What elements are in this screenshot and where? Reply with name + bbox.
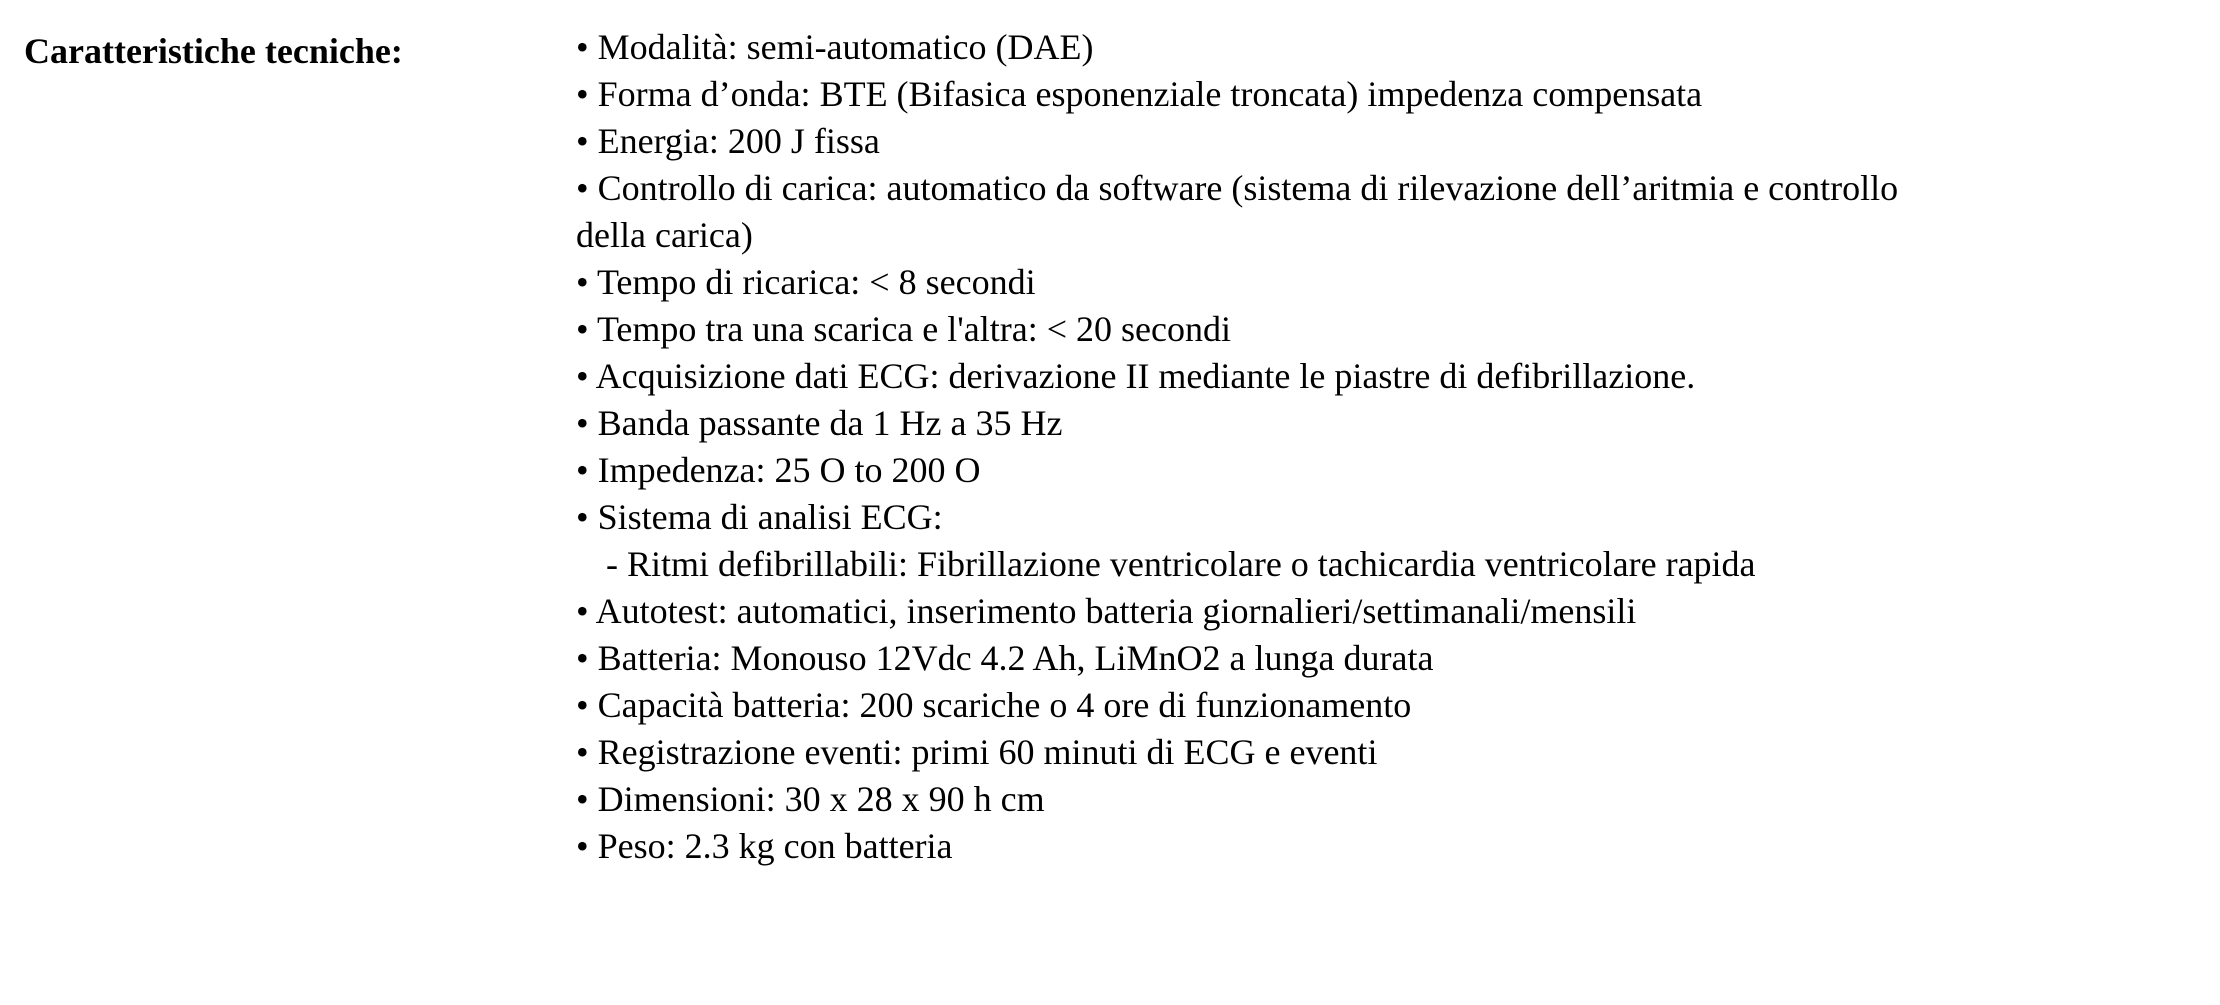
spec-item-tempo-scariche: • Tempo tra una scarica e l'altra: < 20 secondi xyxy=(576,309,1231,349)
spec-item-dimensioni: • Dimensioni: 30 x 28 x 90 h cm xyxy=(576,779,1045,819)
spec-item-controllo-carica: • Controllo di carica: automatico da software (sistema di rilevazione dell’aritmia e controllo xyxy=(576,168,1899,208)
spec-item-forma-onda: • Forma d’onda: BTE (Bifasica esponenziale troncata) impedenza compensata xyxy=(576,74,1703,114)
spec-item-banda-passante: • Banda passante da 1 Hz a 35 Hz xyxy=(576,403,1063,443)
spec-item-peso: • Peso: 2.3 kg con batteria xyxy=(576,826,953,866)
spec-item-batteria: • Batteria: Monouso 12Vdc 4.2 Ah, LiMnO2 a lunga durata xyxy=(576,638,1434,678)
spec-item-tempo-ricarica: • Tempo di ricarica: < 8 secondi xyxy=(576,262,1036,302)
spec-item-registrazione-eventi: • Registrazione eventi: primi 60 minuti di ECG e eventi xyxy=(576,732,1378,772)
section-label: Caratteristiche tecniche: xyxy=(24,31,403,71)
spec-item-energia: • Energia: 200 J fissa xyxy=(576,121,880,161)
spec-subitem-ritmi-defibrillabili: - Ritmi defibrillabili: Fibrillazione ventricolare o tachicardia ventricolare rapida xyxy=(606,544,1756,584)
spec-item-impedenza: • Impedenza: 25 O to 200 O xyxy=(576,450,981,490)
spec-item-acquisizione-ecg: • Acquisizione dati ECG: derivazione II mediante le piastre di defibrillazione. xyxy=(576,356,1696,396)
spec-item-autotest: • Autotest: automatici, inserimento batteria giornalieri/settimanali/mensili xyxy=(576,591,1637,631)
spec-item-sistema-analisi: • Sistema di analisi ECG: xyxy=(576,497,943,537)
spec-list xyxy=(576,24,2176,870)
spec-item-capacita-batteria: • Capacità batteria: 200 scariche o 4 ore di funzionamento xyxy=(576,685,1412,725)
spec-item-modalita: • Modalità: semi-automatico (DAE) xyxy=(576,27,1094,67)
spec-item-controllo-carica-continued: della carica) xyxy=(576,215,753,255)
